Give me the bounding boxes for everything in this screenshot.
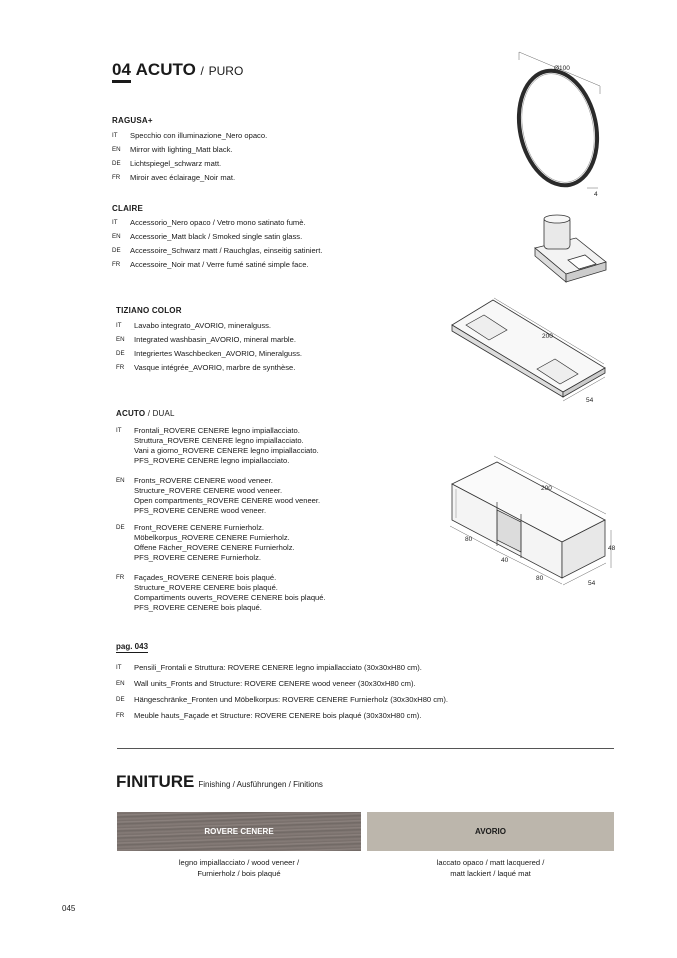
spec-line: Mirror with lighting_Matt black. [130, 145, 233, 154]
cabinet-mid-label: 40 [501, 557, 509, 564]
basin-depth-label: 54 [586, 397, 594, 404]
section-title-claire: CLAIRE [112, 204, 143, 213]
spec-line: Front_ROVERE CENERE Furnierholz. [134, 523, 264, 532]
lang-code: EN [116, 336, 125, 343]
cabinet-left-label: 80 [465, 536, 473, 543]
spec-line: Fronts_ROVERE CENERE wood veneer. [134, 476, 273, 485]
spec-line: Façades_ROVERE CENERE bois plaqué. [134, 573, 277, 582]
spec-line: Open compartments_ROVERE CENERE wood veneer. [134, 496, 321, 505]
swatch-label: ROVERE CENERE [204, 827, 274, 836]
spec-line: Meuble hauts_Façade et Structure: ROVERE CENERE bois plaqué (30x30xH80 cm). [134, 711, 422, 720]
lang-code: EN [112, 233, 121, 240]
swatch-label: AVORIO [475, 827, 506, 836]
lang-code: IT [116, 664, 122, 671]
lang-code: FR [116, 574, 125, 581]
lang-code: FR [116, 364, 125, 371]
spec-line: Lavabo integrato_AVORIO, mineralguss. [134, 321, 272, 330]
caption-line: Furnierholz / bois plaqué [197, 869, 281, 878]
finishes-title: FINITURE [116, 772, 195, 791]
lang-code: IT [116, 322, 122, 329]
lang-code: EN [116, 680, 125, 687]
caption-line: matt lackiert / laqué mat [450, 869, 531, 878]
page-number: 045 [62, 904, 76, 913]
spec-line: Pensili_Frontali e Struttura: ROVERE CENERE legno impiallacciato (30x30xH80 cm). [134, 663, 422, 672]
spec-line: PFS_ROVERE CENERE Furnierholz. [134, 553, 262, 562]
spec-line: Integriertes Waschbecken_AVORIO, Mineralguss. [134, 349, 302, 358]
lang-code: DE [116, 696, 125, 703]
basin-drawing [452, 298, 605, 404]
lang-code: IT [112, 219, 118, 226]
lang-code: FR [112, 174, 121, 181]
spec-line: Hängeschränke_Fronten und Möbelkorpus: ROVERE CENERE Furnierholz (30x30xH80 cm). [134, 695, 449, 704]
caption-line: laccato opaco / matt lacquered / [436, 858, 545, 867]
spec-line: Structure_ROVERE CENERE wood veneer. [134, 486, 283, 495]
basin-width-label: 200 [542, 333, 553, 340]
lang-code: DE [112, 247, 121, 254]
cabinet-depth-label: 54 [588, 580, 596, 587]
title-number: 04 [112, 60, 131, 83]
cabinet-width-label: 200 [541, 485, 552, 492]
spec-line: Accessoire_Schwarz matt / Rauchglas, einseitig satiniert. [130, 246, 323, 255]
cabinet-height-label: 48 [608, 545, 616, 552]
spec-line: Möbelkorpus_ROVERE CENERE Furnierholz. [134, 533, 290, 542]
mirror-depth-label: 4 [594, 191, 598, 198]
section-title-tiziano: TIZIANO COLOR [116, 306, 182, 315]
spec-line: Compartiments ouverts_ROVERE CENERE bois plaqué. [134, 593, 326, 602]
spec-line: Offene Fächer_ROVERE CENERE Furnierholz. [134, 543, 295, 552]
spec-line: Structure_ROVERE CENERE bois plaqué. [134, 583, 278, 592]
spec-line: Lichtspiegel_schwarz matt. [130, 159, 222, 168]
lang-code: DE [112, 160, 121, 167]
cabinet-drawing [450, 456, 616, 587]
section-title-acuto-suffix: / DUAL [145, 409, 175, 418]
spec-line: Frontali_ROVERE CENERE legno impiallacciato. [134, 426, 300, 435]
lang-code: FR [112, 261, 121, 268]
lang-code: FR [116, 712, 125, 719]
spec-line: Vani a giorno_ROVERE CENERE legno impiallacciato. [134, 446, 319, 455]
spec-line: Accessorio_Nero opaco / Vetro mono satinato fumè. [130, 218, 306, 227]
spec-line: Specchio con illuminazione_Nero opaco. [130, 131, 268, 140]
spec-line: Accessoire_Noir mat / Verre fumé satiné simple face. [130, 260, 309, 269]
spec-line: Miroir avec éclairage_Noir mat. [130, 173, 236, 182]
lang-code: EN [112, 146, 121, 153]
claire-accessory-drawing [535, 215, 606, 282]
lang-code: IT [116, 427, 122, 434]
spec-line: PFS_ROVERE CENERE wood veneer. [134, 506, 267, 515]
title-collection: PURO [208, 64, 244, 78]
spec-line: PFS_ROVERE CENERE legno impiallacciato. [134, 456, 290, 465]
spec-line: Integrated washbasin_AVORIO, mineral marble. [134, 335, 296, 344]
spec-line: PFS_ROVERE CENERE bois plaqué. [134, 603, 262, 612]
title-name: ACUTO [135, 60, 196, 79]
lang-code: EN [116, 477, 125, 484]
lang-code: IT [112, 132, 118, 139]
cabinet-right-label: 80 [536, 575, 544, 582]
caption-line: legno impiallacciato / wood veneer / [178, 858, 300, 867]
lang-code: DE [116, 524, 125, 531]
page-reference: pag. 043 [116, 642, 149, 651]
title-separator: / [200, 64, 204, 78]
finishes-subtitle: Finishing / Ausführungen / Finitions [198, 780, 323, 789]
spec-line: Wall units_Fronts and Structure: ROVERE CENERE wood veneer (30x30xH80 cm). [134, 679, 416, 688]
lang-code: DE [116, 350, 125, 357]
spec-line: Accessorie_Matt black / Smoked single satin glass. [130, 232, 303, 241]
mirror-diameter-label: Ø100 [554, 65, 570, 72]
section-title-ragusa: RAGUSA+ [112, 116, 153, 125]
spec-line: Struttura_ROVERE CENERE legno impiallacciato. [134, 436, 304, 445]
mirror-drawing [509, 52, 607, 198]
spec-line: Vasque intégrée_AVORIO, marbre de synthèse. [134, 363, 296, 372]
section-title-acuto-main: ACUTO [116, 409, 146, 418]
